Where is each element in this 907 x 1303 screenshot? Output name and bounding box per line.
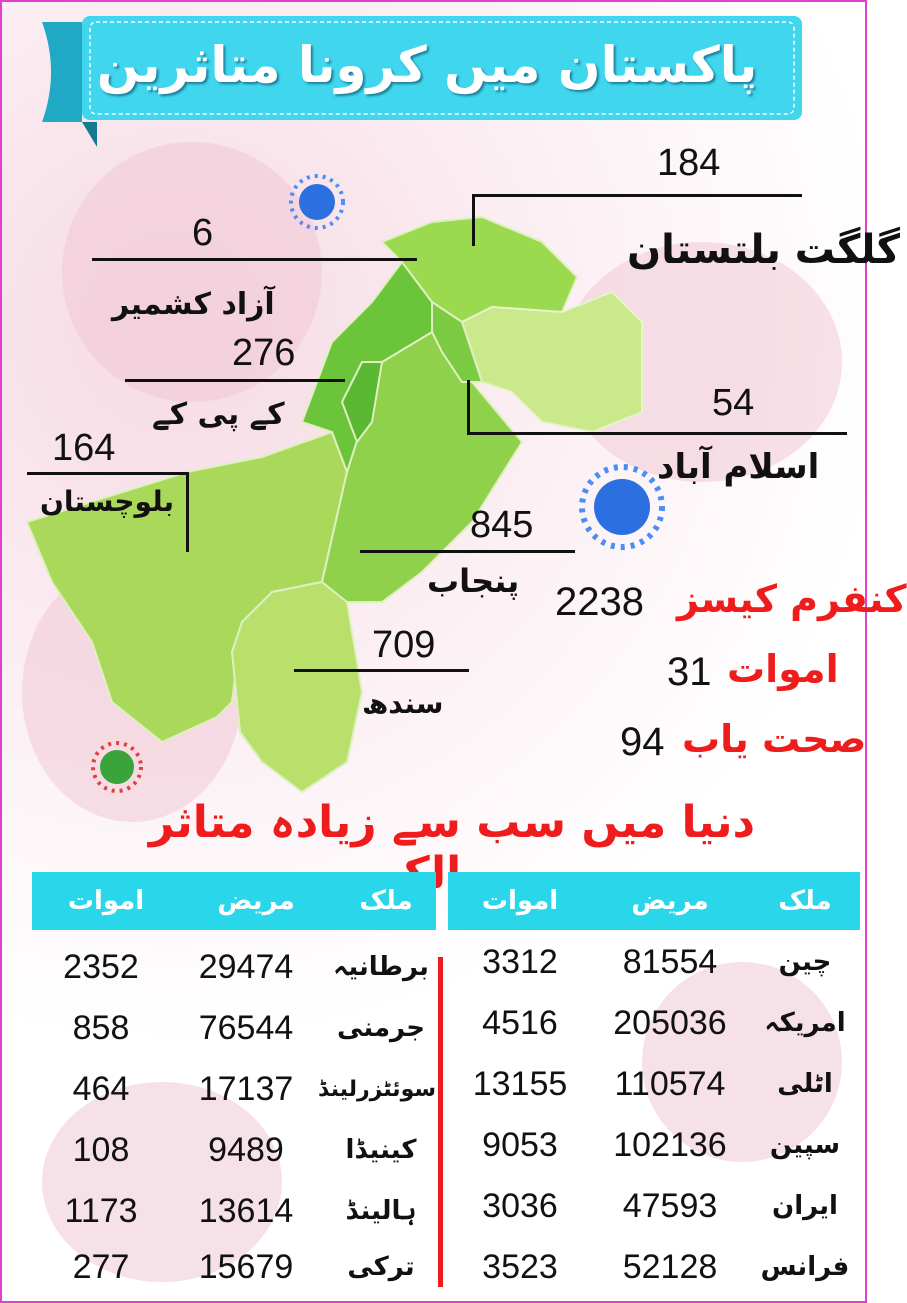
country-name: سپین [769, 1130, 841, 1160]
leader-line [294, 669, 469, 672]
kp-label: کے پی کے [152, 397, 285, 432]
deaths-value: 1173 [64, 1191, 138, 1230]
patients-value: 9489 [208, 1130, 284, 1169]
islamabad-count: 54 [712, 382, 755, 424]
table-row [448, 934, 860, 990]
table-row [32, 1000, 436, 1056]
world-heading: دنیا میں سب سے زیادہ متاثر [148, 797, 756, 848]
country-name: فرانس [760, 1252, 850, 1282]
leader-line [125, 379, 345, 382]
patients-value: 17137 [198, 1069, 294, 1108]
table-row [448, 995, 860, 1051]
table-row [32, 1239, 436, 1295]
country-name: برطانیہ [333, 952, 429, 982]
deaths-value: 4516 [482, 1003, 558, 1042]
virus-icon [87, 737, 147, 797]
deaths-value: 464 [72, 1069, 130, 1108]
recovered-value: 94 [620, 720, 665, 764]
table-row [32, 1061, 436, 1117]
patients-value: 205036 [613, 1003, 727, 1042]
header-country: ملک [359, 886, 413, 916]
punjab-count: 845 [470, 504, 534, 546]
header-country: ملک [778, 886, 832, 916]
leader-line [360, 550, 575, 553]
table-row [448, 1117, 860, 1173]
country-name: سوئٹزرلینڈ [318, 1076, 436, 1102]
patients-value: 102136 [613, 1125, 727, 1164]
balochistan-count: 164 [52, 427, 116, 469]
table-row [448, 1056, 860, 1112]
header-patients: مریض [217, 886, 295, 916]
country-name: ترکی [347, 1252, 415, 1282]
deaths-value: 13155 [472, 1064, 568, 1103]
ajk-count: 6 [192, 212, 214, 254]
leader-line [186, 472, 189, 552]
patients-value: 81554 [622, 942, 718, 981]
table-row [448, 1178, 860, 1234]
table-row [448, 1239, 860, 1295]
header-deaths: اموات [67, 886, 145, 916]
patients-value: 52128 [622, 1247, 718, 1286]
confirmed-value: 2238 [555, 580, 644, 624]
islamabad-label: اسلام آباد [657, 447, 820, 487]
recovered-label: صحت یاب [682, 717, 867, 761]
patients-value: 47593 [622, 1186, 718, 1225]
deaths-value: 3523 [482, 1247, 558, 1286]
table-row [32, 939, 436, 995]
table-row [32, 1122, 436, 1178]
region-sindh [232, 582, 362, 792]
patients-value: 15679 [198, 1247, 294, 1286]
leader-line [472, 194, 802, 197]
balochistan-label: بلوچستان [40, 485, 175, 518]
header-deaths: اموات [481, 886, 559, 916]
leader-line [467, 380, 470, 435]
deaths-value: 277 [72, 1247, 130, 1286]
leader-line [467, 432, 847, 435]
deaths-value: 858 [72, 1008, 130, 1047]
table-divider [438, 957, 443, 1287]
gilgit-label: گلگت بلتستان [627, 227, 900, 273]
deaths-value: 3312 [482, 942, 558, 981]
deaths-label: اموات [727, 647, 839, 691]
virus-icon [577, 462, 667, 552]
deaths-value: 9053 [482, 1125, 558, 1164]
country-name: ہالینڈ [345, 1196, 417, 1226]
patients-value: 110574 [614, 1064, 726, 1103]
leader-line [472, 194, 475, 246]
confirmed-label: کنفرم کیسز [677, 577, 907, 621]
sindh-label: سندھ [362, 687, 444, 720]
kp-count: 276 [232, 332, 296, 374]
country-name: کینیڈا [345, 1135, 417, 1165]
country-name: ایران [772, 1191, 838, 1221]
header-patients: مریض [631, 886, 709, 916]
deaths-value: 31 [667, 650, 712, 694]
leader-line [27, 472, 189, 475]
country-name: امریکہ [764, 1008, 846, 1038]
table-header-left [32, 872, 436, 930]
country-name: جرمنی [337, 1013, 425, 1043]
ajk-label: آزاد کشمیر [112, 287, 275, 322]
gilgit-count: 184 [657, 142, 721, 184]
virus-icon [287, 172, 347, 232]
country-name: اٹلی [777, 1069, 833, 1099]
patients-value: 13614 [198, 1191, 294, 1230]
patients-value: 29474 [198, 947, 294, 986]
deaths-value: 3036 [482, 1186, 558, 1225]
table-header-right [448, 872, 860, 930]
leader-line [92, 258, 417, 261]
deaths-value: 108 [72, 1130, 130, 1169]
deaths-value: 2352 [63, 947, 139, 986]
table-row [32, 1183, 436, 1239]
punjab-label: پنجاب [427, 562, 520, 600]
patients-value: 76544 [198, 1008, 294, 1047]
country-name: چین [778, 947, 832, 977]
page-title: پاکستان میں کرونا متاثرین [96, 36, 758, 94]
sindh-count: 709 [372, 624, 436, 666]
